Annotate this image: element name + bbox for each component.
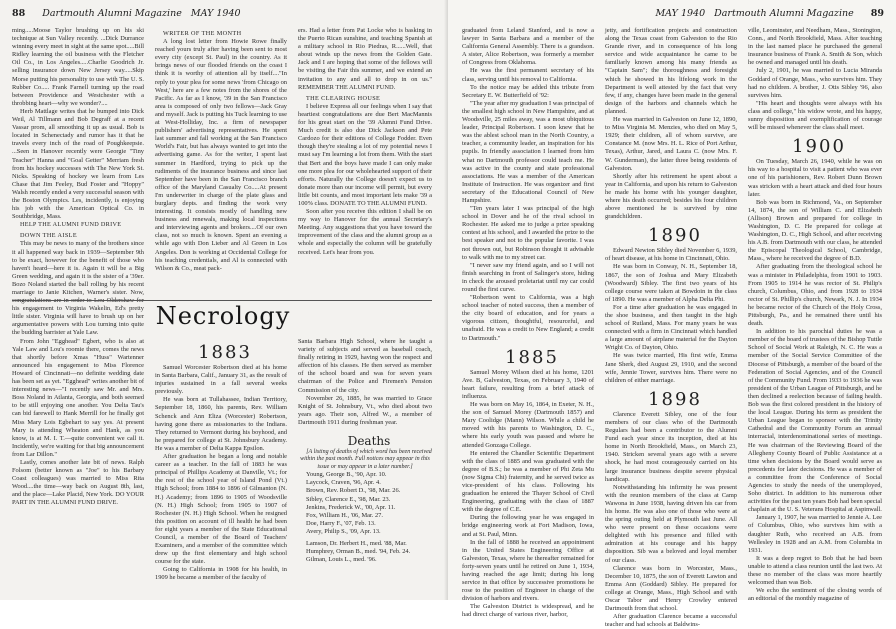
section-heading-down-the-aisle: DOWN THE AISLE [20,232,78,240]
death-entry: Jenkins, Frederick W., '00, Apr. 11. [306,503,396,511]
death-entry: Doe, Harry F., '07, Feb. 13. [306,519,376,527]
death-entry: Young, George B., '90, Apr. 10. [306,471,387,479]
paragraph: To the notice may be added this tribute from Secretary E. W. Butterfield of '92: [462,83,594,99]
right-running-title: Dartmouth Alumni Magazine [714,8,854,19]
right-column-3 [748,27,883,603]
class-year-1900: 1900 [792,136,846,158]
class-year-1890: 1890 [648,225,702,247]
paragraph: Samuel Worcester Robertson died at his home in Santa Barbara, Calif., January 31, as the result of injuries sustained in a fall several weeks previously. [155,364,287,396]
paragraph: On Tuesday, March 26, 1940, while he was on his way to a hospital to visit a patient who was ever one of his parishioners, Rev. Robert Dunn Brown was stricken with a heart attack and died four hours later. [748,158,882,198]
paragraph: From John "Egghead" Egbert, who is also at Yale Law and Lou's roomie there, comes the news that shortly before Xmas "Huss" Wartenner announced his engagement to Miss Florence Howard of Cincinnati—no definite wedding date has been set as yet. "Egghead" writes another bit of interesting news—"I recently saw Mr. and Mrs. Boss Noland in Atlanta, Georgia, and both seemed to be still enjoying one another. You Delta Tau's can bid farewell to Hank Merrill for he finally got Miss Mary Lois Egbehart to say yes. At present Mary is attending Wheaton and Hank, as you know, is at M. I. T.—quite convenient we call it. Incidently, we're waiting for that big announcement from Lar Dillon." [12,337,144,458]
paragraph: He was born on May 16, 1864, in Exeter, N. H., the son of Samuel Morey (Dartmouth 1857) and Mary Coolidge (Mann) Wilson. While a child he moved with his parents to Washington, D. C., where his early youth was passed and where he attended Gonzaga College. [462,401,594,449]
right-page [448,0,896,629]
paragraph: He was married in Galveston on June 12, 1890, to Miss Virginia M. Menzies, who died on May 5, 1929; their children, all of whom survive, are Constance M. (now Mrs. H. L. Rice of Port Arthur, Texas), Arthur, Jared, and Laura C. (now Mrs. F. W. Gunderman), the latter three being residents of Galveston. [605,116,737,172]
left-page [0,0,448,600]
paragraph: He entered the Chandler Scientific Department with the class of 1885 and was graduated with the degree of B.S.; he was a member of Phi Zeta Mu (now Sigma Chi) fraternity, and he served twice as vice-president of his class. Following his graduation he entered the Thayer School of Civil Engineering, graduating with the class of 1887 with the degree of C.E. [462,449,594,514]
death-entry: Laycock, Craven, '96, Apr. 4. [306,479,381,487]
right-page-number: 89 [870,8,884,19]
paragraph: During the following year he was engaged in bridge engineering work at Fort Madison, Iowa, and at St. Paul, Minn. [462,514,594,538]
left-column-2 [155,27,287,299]
paragraph: I believe Express all our feelings when I say that heartiest congratulations are due Bert MacMannis for his great start on the '39 Alumni Fund Drive. Much credit is also due Dick Jackson and Pete Cardozo for their editions of College Fodder. Even though they're stealing a lot of my potential news I must say I'm learning a lot from them. With the start that Bert and the boys have made I can only make one more plea for our wholehearted support of their efforts. Naturally the College doesn't expect us to donate more than our income will permit, but every little bit counts, and most important lets make '39 a 100% class. DONATE TO THE ALUMNI FUND. [298,102,432,207]
deaths-heading: Deaths [347,434,391,449]
fund-drive-line: HELP THE ALUMNI FUND DRIVE [20,221,122,229]
death-entry: Sibley, Clarence E., '98, Mar. 23. [306,495,391,503]
paragraph: He was born at Tullahassee, Indian Territory, September 18, 1860, his parents, Rev. William Schenck and Ann Eliza (Worcester) Robertson, having gone there as missionaries to the Indians. They returned to Vermont during his boyhood, and he prepared for college at St. Johnsbury Academy. He was a member of Delta Kappa Epsilon. [155,396,287,452]
death-entry: Gilman, Louis L., med. '96. [306,556,377,564]
paragraph: For a time after graduation he was engaged in the shoe business, and then taught in the high school of Rutland, Mass. For many years he was connected with a firm in Cincinnati which handled a large amount of airplane material for the Dayton Wright Co. of Dayton, Ohio. [605,303,737,352]
paragraph: Soon after you receive this edition I shall be on my way to Hanover for the annual Secretary's Meeting. Any suggestions that you have toward the improvement of the class and the alumni group as a whole and especially the column will be gratefully received. Let's hear from you. [298,208,432,256]
paragraph: ming.....Moose Taylor brushing up on his ski technique at Sun Valley recently. ...Dick Durrance winning every meet in sight at the same spot.....Bill Ridley learning the oil business with the Fletcher Oil Co., in Los Angeles.....Charlie Goodrich Jr. selling insurance down New Jersey way.....Skip Morse putting his personality to use with The U. S. Rubber Co..... Frank Farnell turning up the road between Providence and Westchester with a throbbing heart—why we wonder?.... [12,27,144,107]
death-entry: Humphrey, Orman B., med. '94, Feb. 24. [306,548,411,556]
paragraph: Clarence was born in Worcester, Mass., December 10, 1875, the son of Everett Lawton and Emma Ann (Goddard) Sibley. He prepared for college at Orange, Mass., High School and with Oscar Tabor and Henry Crowley entered Dartmouth from that school. [605,564,737,613]
paragraph: Clarence Everett Sibley, one of the four members of our class who of the Dartmouth Regulars had been a contributor to the Alumni Fund each year since its inception, died at his home in North Brookfield, Mass., on March 23, 1940. Stricken several years ago with a severe shock, he had most courageously carried on his large insurance business despite severe physical handicap. [605,410,737,483]
paragraph: "I never saw my friend again, and so I will not finish searching in front of Salinger's store, hiding in check the aroused proletariat until my car could round the first curve. [462,261,594,293]
paragraph: A long lost letter from Howie Rowe finally reached yours truly after having been sent to most every city (except St. Paul) in the country. As it brings news of our flooded friends on the coast I think it is worthy of attention all by itself...."In reply to your plea for some news 'from Chicago on West,' here are a few notes from the shores of the Pacific. As far as I know, '39 in the San Francisco area is composed of only two fellows—Jack Gray and myself. Jack is putting his Tuck learning to use at West-Holliday, Inc. a firm of newspaper publishers' advertising representatives. He spent last summer and fall working at the San Francisco World's Fair, but has always wanted to get into the advertising game. As for the writer, I spent last summer in Hardford, trying to pick up the rudiments of the insurance business and since last September have been in the San Francisco branch office of the Maryland Casualty Co.....At present I'm underwriter in charge of the plate glass and burglary depts. and finding the work very interesting. It consists mostly of handling new business and renewals, making local inspections and interviewing agents and brokers....Of our own class, not so much is known. Spent an evening a while ago with Don Lieber and Al Green in Los Angeles. Don is working at Occidental College for his teaching credentials, and Al is connected with Wilson & Co., meat pack- [155,38,287,272]
paragraph: Herb Mattlage writes that he bumped into Dick Weil, Al Tillmann and Bob Degraff at a recent Vassar prom, all smoothing it up as usual. Bob is located in Schenectady and rumor has it that he travels every inch of the road of Poughkeepsie. ...Seen in Hanover recently were Georgie "Tiny Teacher" Hanna and "Goal Getter" Merriam fresh from his hockey successes with The New York St. Nicks. Speaking of hockey we learn from Les Chase that Jim Feeley, Bud Foster and "Hoppy" Walsh recently ended a very successful season with the Boston Olympics. Les, incidently, is enjoying his job with the American Optical Co. in Southbridge, Mass. [12,107,144,221]
paragraph: Going to California in 1908 for his health, in 1909 he became a member of the faculty of [155,566,287,582]
right-issue: MAY 1940 [655,8,706,19]
left-issue: MAY 1940 [190,8,241,19]
paragraph: "Ten years later I was principal of the high school in Dover and he of the rival school in Rochester. He asked me to judge a prize speaking contest at his school, and I awarded the prize to the best speaker and not to the popular favorite. I was not thrown out, but Robinson thought it advisable to walk with me to my street car. [462,205,594,261]
death-entry: Lamson, Dr. Herbert H., med. '88, Mar. [306,540,407,547]
right-column-2 [605,27,737,629]
paragraph: In the fall of 1888 he received an appointment in the United States Engineering Office at Galveston, Texas, where he thereafter remained for forty-seven years until he retired on June 1, 1934, having reached the age limit; during his long service in that office by successive promotions he rose to the position of Engineer in charge of the division of harbors and rivers. [462,538,594,603]
paragraph: We echo the sentiment of the closing words of an editorial of the monthly magazine of [748,587,882,603]
left-lower-column-3 [298,338,432,593]
left-page-number: 88 [12,8,26,19]
death-entry: Avery, Philip S., '09, Apr. 13. [306,527,381,535]
paragraph: January 1, 1907, he was married to Jennie A. Lee of Columbus, Ohio, who survives him with a daughter Ruth, who received an A.B. from Wellesley in 1928 and an A.M. from Columbia in 1931. [748,514,882,554]
necrology-rule [12,300,432,301]
paragraph: "The year after my graduation I was principal of the smallest high school in New Hampshire, and at Woodsville, 25 miles away, was a most ubiquitous leader, Principal Robertson. I soon knew that he was the ablest school man in the North Country, a teacher, a community leader, an inspiration for his pupils. In friendly association I learned from him what no Dartmouth professor could teach me. He was active in the county and state professional associations. He was a member of the American Institute of Instruction. He was organizer and first secretary of the Educational Council of New Hampshire. [462,99,594,204]
left-column-1 [12,27,144,591]
paragraph: ville, Leominster, and Needham, Mass., Stonington, Conn., and North Brookfield, Mass. After teaching in the last named place he purchased the general insurance business of Frank A. Smith & Son, which he owned and managed until his death. [748,27,882,67]
paragraph: It was a deep regret to Bob that he had been unable to attend a class reunion until the last two. At these no member of the class was more heartily welcomed than was Bob. [748,554,882,587]
paragraph: The Galveston District is widespread, and he had direct charge of various river, harbor, [462,603,594,619]
paragraph: "His heart and thoughts were always with his class and college," his widow wrote, and his happy, sunny disposition and exemplification of courage will be missed whenever the class shall meet. [748,99,882,132]
paragraph: Bob was born in Richmond, Va., on September 14, 1874, the son of William C. and Elizabeth (Allison) Brown and prepared for college in Washington, D. C. He prepared for college at Washington, D. C., High School, and after receiving his A.B. from Dartmouth with our class, he attended the Episcopal Theological School, Cambridge, Mass., where he received the degree of B.D. [748,198,882,263]
right-column-1 [462,27,594,619]
paragraph: In addition to his parochial duties he was a member of the board of trustees of the Bishop Tuttle School of Social Work at Raleigh, N. C. He was a member of the Social Service Committee of the Diocese of Pittsburgh, a member of the board of the Federation of Social Agencies, and of the Council of the Community Fund. From 1933 to 1936 he was president of the Urban League of Pittsburgh, and he then declined a reelection because of failing health. Bob was the first colored president in the history of the local League. During his term as president the Urban League began to sponsor with the Trinity Cathedral and the Community Forum an annual interracial, interdenominational series of meetings. He was chairman of the Reviewing Board of the Allegheny County Board of Public Assistance at a time when decisions by the Board would serve as precedents for later decisions. He was a member of a committee from the Conference of Social Agencies to study the needs of the unemployed, Soho district. In addition to his numerous other activities for the past ten years Bob had been special chaplain at the U. S. Veterans Hospital at Aspinwall. [748,328,883,514]
right-running-head [655,8,884,19]
left-running-title: Dartmouth Alumni Magazine [42,8,182,19]
left-column-3 [298,27,432,299]
death-entry: Fox, William H., '06, Mar. 27. [306,511,383,519]
left-running-head [12,8,241,19]
paragraph: "Robertson went to California, was a high school teacher of noted success, then a member of the city board of education, and for years a vigorous citizen, thoughtful, resourceful, and unafraid. He was a credit to New England; a credit to Dartmouth." [462,294,594,342]
class-year-1885: 1885 [505,346,559,368]
death-entry: Brown, Rev. Robert D., '98, Mar. 26. [306,487,401,495]
class-year-1898: 1898 [648,388,702,410]
paragraph: Shortly after his retirement he spent about a year in California, and upon his return to Galveston he made his home with his younger daughter, where his death occurred; besides his four children above mentioned he is survived by nine grandchildren. [605,172,737,221]
paragraph: He was the first permanent secretary of his class, serving until his removal to California. [462,67,594,83]
paragraph: Edward Newton Sibley died November 6, 1939, of heart disease, at his home in Cincinnati, Ohio. [605,247,737,263]
paragraph: Samuel Morey Wilson died at his home, 1201 Ave. B, Galveston, Texas, on February 3, 1940 of heart failure, resulting from a brief attack of influenza. [462,368,594,400]
paragraph: July 2, 1901, he was married to Lucia Miranda Goddard of Orange, Mass., who survives him. They had no children. A brother, J. Otis Sibley '96, also survives him. [748,67,882,99]
paragraph: After graduation Clarence became a successful teacher and had schools at Baldwins- [605,613,737,629]
section-heading-writer-of-month: WRITER OF THE MONTH [163,30,242,37]
paragraph: He was twice married, His first wife, Emma Jane Sherk, died August 29, 1910, and the second wife, Jennie Tower, survives him. There were no children of either marriage. [605,352,737,384]
paragraph: He was born in Conway, N. H., September 18, 1867, the son of Joshua and Mary Elizabeth (Woodward) Sibley. The first two years of his college course were taken at Bowdoin in the class of 1890. He was a member of Alpha Delta Phi. [605,263,737,303]
necrology-title: Necrology [155,302,291,330]
paragraph: November 26, 1885, he was married to Grace Knight of St. Johnsbury, Vt., who died about two years ago. Their son, Alfred W., a member of Dartmouth 1911 during freshman year. [298,394,432,426]
paragraph: Notwithstanding his infirmity he was present with the reunion members of the class at Camp Wawona in June 1938, having driven his car from his home. He was also one of those who were at the spring outing held at Plymouth last June. All who were present on these occasions were delighted with his presence and filled with admiration at his courage and his happy disposition. Sib was a beloved and loyal member of our class. [605,483,737,564]
paragraph: After graduation he began a long and notable career as a teacher. In the fall of 1883 he was principal of Phillips Academy at Danville, Vt.; for the rest of the school year of Island Pond (Vt.) High School; from 1884 to 1896 of Gilmanton (N. H.) Academy; from 1896 to 1905 of Woodsville (N. H.) High School; from 1905 to 1907 of Rochester (N. H.) High School. When he resigned this position on account of ill health he had been for eight years a member of the State Educational Council, a member of the Board of Teachers' Examiners, and a member of the committee which drew up the first elementary and high school course for the state. [155,453,287,566]
paragraph: This may be news to many of the brothers since it all happened way back in 1939—September 9th to be exact, however for the benefit of those who haven't heard—here it is. Again it will be a Big Green wedding, and again it is the sister of a '39er. Bozo Noland started the ball rolling by his recent marriage to Janie Kitchen, Warner's sister. Now, congratulations are in order to Lou Oldershaw for his engagement to Virginia Wakelin, Ed's pretty little sister. Virginia will have to brush up on her argumentative powers with Lou turning into quite the budding barrister at Yale Law. [12,240,144,337]
paragraph: After graduating from the theological school he was a minister in Philadelphia, from 1901 to 1903. From 1905 to 1914 he was rector of St. Philip's church, Columbus, Ohio, and from 1928 to 1934 rector of St. Phillip's church, Newark, N. J. In 1934 he became rector of the Church of the Holy Cross, Pittsburgh, Pa., and he remained there until his death. [748,263,882,328]
paragraph: Santa Barbara High School, where he taught a variety of subjects and served as baseball coach, finally retiring in 1929, having won the respect and affection of his classes. He then served as member of the school board and was for seven years chairman of the Police and Firemen's Pension Commission of the city. [298,338,432,394]
paragraph: graduated from Leland Stanford, and is now a lawyer in Santa Barbara and a member of the California General Assembly. There is a grandson. A sister, Alice Robertson, was formerly a member of Congress from Oklahoma. [462,27,594,67]
paragraph: jetty, and fortification projects and construction along the Texas coast from Galveston to the Rio Grande river, and in consequence of his long service and wide acquaintance he came to be familiarly known among his many friends as "Captain Sam"; the thoroughness and foresight which he showed in his lifelong work in the Department is well attested by the fact that very few, if any, changes have been made in the general design of the harbors and channels which he planned. [605,27,737,115]
class-1883-section [155,338,287,593]
paragraph: Lastly, comes another late bit of news. Ralph Folsom (better known as "Joe" to his Barbary Coast colleagues) was married to Miss Rita Wood....the time—way back on August 8th, last, and the place—Lake Placid, New York. DO YOUR PART IN THE ALUMNI FUND DRIVE. [12,458,144,507]
paragraph: ers. Had a letter from Pat Locke who is basking in the Puerto Rican sunshine, and teaching Spanish at a military school in Rio Piedras, R......Well, that about winds up the news from the Golden Gate. Jack and I are hoping that some of the fellows will be visiting the Fair this summer, and we extend an invitation to any and all to drop in on us." REMEMBER THE ALUMNI FUND. [298,27,432,91]
deaths-note: [A listing of deaths of which word has been received within the past month. Full notices may appear in this issue or may appear in a later number.] [300,449,432,470]
section-heading-clearing-house: THE CLEARING HOUSE [306,94,381,102]
class-year-1883: 1883 [198,342,252,363]
